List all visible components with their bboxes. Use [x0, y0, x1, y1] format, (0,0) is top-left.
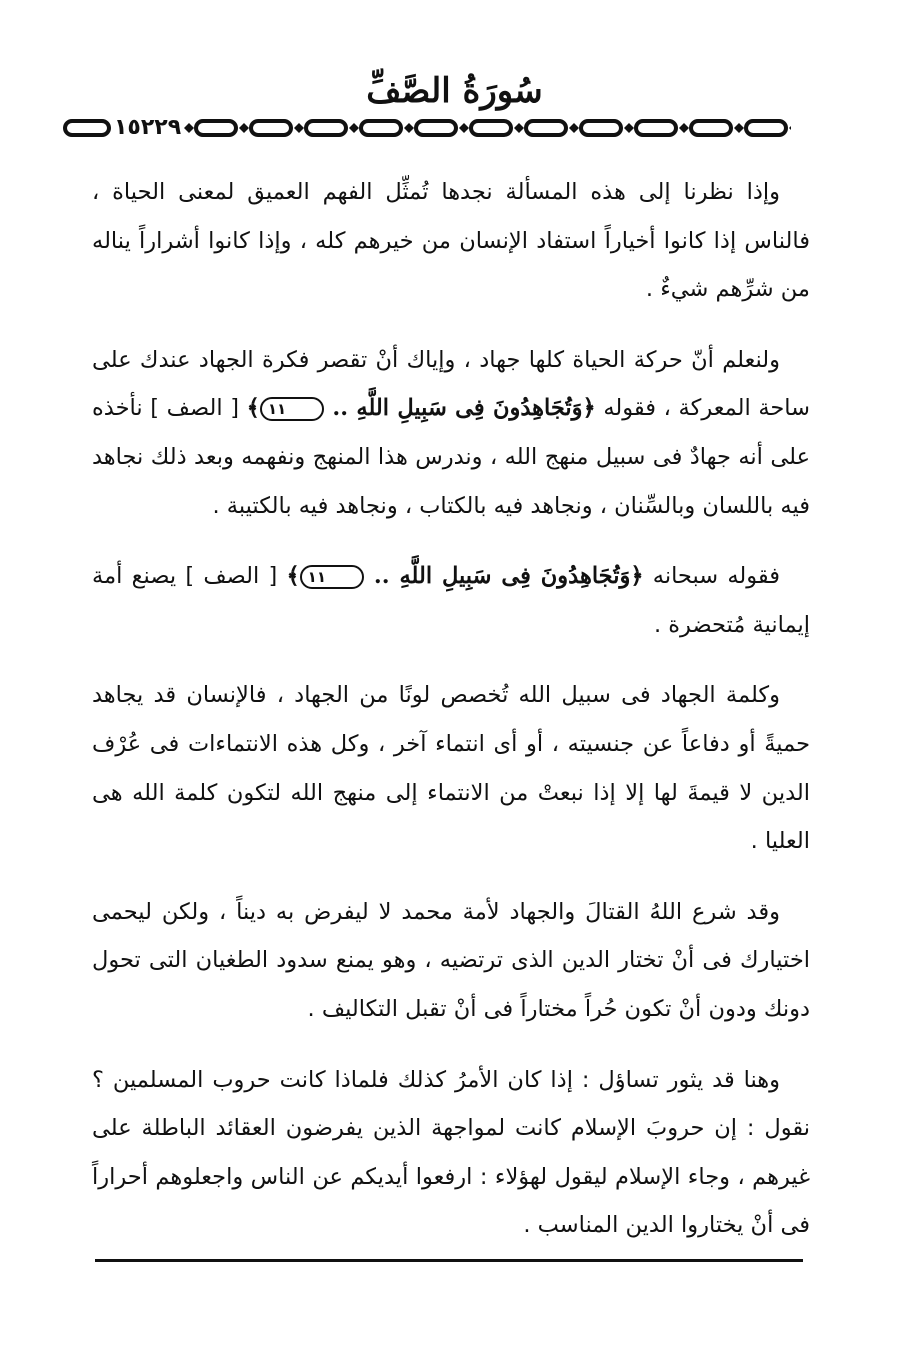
quran-verse: ﴾	[286, 563, 300, 590]
ornament-diamond	[459, 123, 469, 133]
page-number: ١٥٢٢٩	[114, 115, 182, 140]
ornament-diamond	[404, 123, 414, 133]
paragraph-text: وقد شرع اللهُ القتالَ والجهاد لأمة محمد لا ليفرض به ديناً ، ولكن ليحمى اختيارك فى أنْ تختار الدين الذى ترتضيه ، وهو يمنع سدود الطغيان التى تحول دونك ودون أنْ تكون حُراً مختاراً فى أنْ تقبل التكاليف .	[92, 898, 810, 1022]
ornament-oval	[526, 121, 566, 135]
surah-title: سُورَةُ الصَّفِّ	[366, 71, 543, 111]
ornament-diamond	[569, 123, 579, 133]
ornament-diamond	[184, 123, 194, 133]
ornament-oval	[306, 121, 346, 135]
ornament-oval	[251, 121, 291, 135]
ayah-number: ١١	[300, 565, 364, 589]
ornament-chain-icon	[183, 113, 791, 143]
ornament-oval	[691, 121, 731, 135]
ornament-diamond	[624, 123, 634, 133]
ornament-left-cap-icon	[62, 113, 112, 143]
paragraph	[92, 336, 810, 530]
ornament-oval	[746, 121, 786, 135]
paragraph-text: وكلمة الجهاد فى سبيل الله تُخصص لونًا من الجهاد ، فالإنسان قد يجاهد حميةً أو دفاعاً عن جنسيته ، أو أى انتماء آخر ، وكل هذه الانتماءات فى عُرْف الدين لا قيمةَ لها إلا إذا نبعتْ من الانتماء إلى منهج الله لتكون كلمة الله هى العليا .	[92, 682, 810, 855]
quran-verse: ﴾	[246, 395, 260, 422]
ornament-oval	[416, 121, 456, 135]
header-ornament-border	[62, 113, 834, 143]
ornament-oval	[581, 121, 621, 135]
paragraph-text: فقوله سبحانه	[643, 563, 780, 590]
paragraph-text: [ الصف ] يصنع أمة إيمانية مُتحضرة .	[92, 563, 810, 638]
ornament-oval	[196, 121, 236, 135]
paragraph	[92, 552, 810, 649]
ayah-number: ١١	[260, 397, 324, 421]
quran-verse: ﴿وَتُجَاهِدُونَ فِى سَبِيلِ اللَّهِ ..	[324, 395, 596, 422]
quran-verse: ﴿وَتُجَاهِدُونَ فِى سَبِيلِ اللَّهِ ..	[363, 563, 644, 590]
paragraph	[92, 888, 810, 1034]
footer-divider	[95, 1259, 803, 1262]
ornament-diamond	[349, 123, 359, 133]
paragraph	[92, 671, 810, 865]
ornament-oval	[636, 121, 676, 135]
paragraph-text: ولنعلم أنّ حركة الحياة كلها جهاد ، وإياك أنْ تقصر فكرة الجهاد عندك على ساحة المعركة ، فقوله	[92, 346, 811, 422]
ornament-diamond	[734, 123, 744, 133]
ornament-diamond	[239, 123, 249, 133]
ornament-diamond	[514, 123, 524, 133]
page-body-text	[92, 168, 810, 1272]
ornament-diamond	[789, 123, 791, 133]
paragraph	[92, 168, 810, 314]
ornament-diamond	[294, 123, 304, 133]
ornament-oval	[361, 121, 401, 135]
paragraph-text: وإذا نظرنا إلى هذه المسألة نجدها تُمثِّل الفهم العميق لمعنى الحياة ، فالناس إذا كانوا أخياراً استفاد الإنسان من خيرهم كله ، وإذا كانوا أشراراً يناله من شرِّهم شيءٌ .	[92, 179, 810, 303]
ornament-oval	[471, 121, 511, 135]
ornament-diamond	[679, 123, 689, 133]
paragraph-text: وهنا قد يثور تساؤل : إذا كان الأمرُ كذلك فلماذا كانت حروب المسلمين ؟ نقول : إن حروبَ الإسلام كانت لمواجهة الذين يفرضون العقائد الباطلة على غيرهم ، وجاء الإسلام ليقول لهؤلاء : ارفعوا أيديكم عن الناس واجعلوهم أحراراً فى أنْ يختاروا الدين المناسب .	[92, 1066, 810, 1239]
paragraph-text: [ الصف ] نأخذه على أنه جهادٌ فى سبيل منهج الله ، وندرس هذا المنهج ونفهمه وبعد ذلك نجاهد فيه باللسان وبالسِّنان ، ونجاهد فيه بالكتاب ، ونجاهد فيه بالكتيبة .	[92, 395, 810, 519]
paragraph	[92, 1056, 810, 1250]
